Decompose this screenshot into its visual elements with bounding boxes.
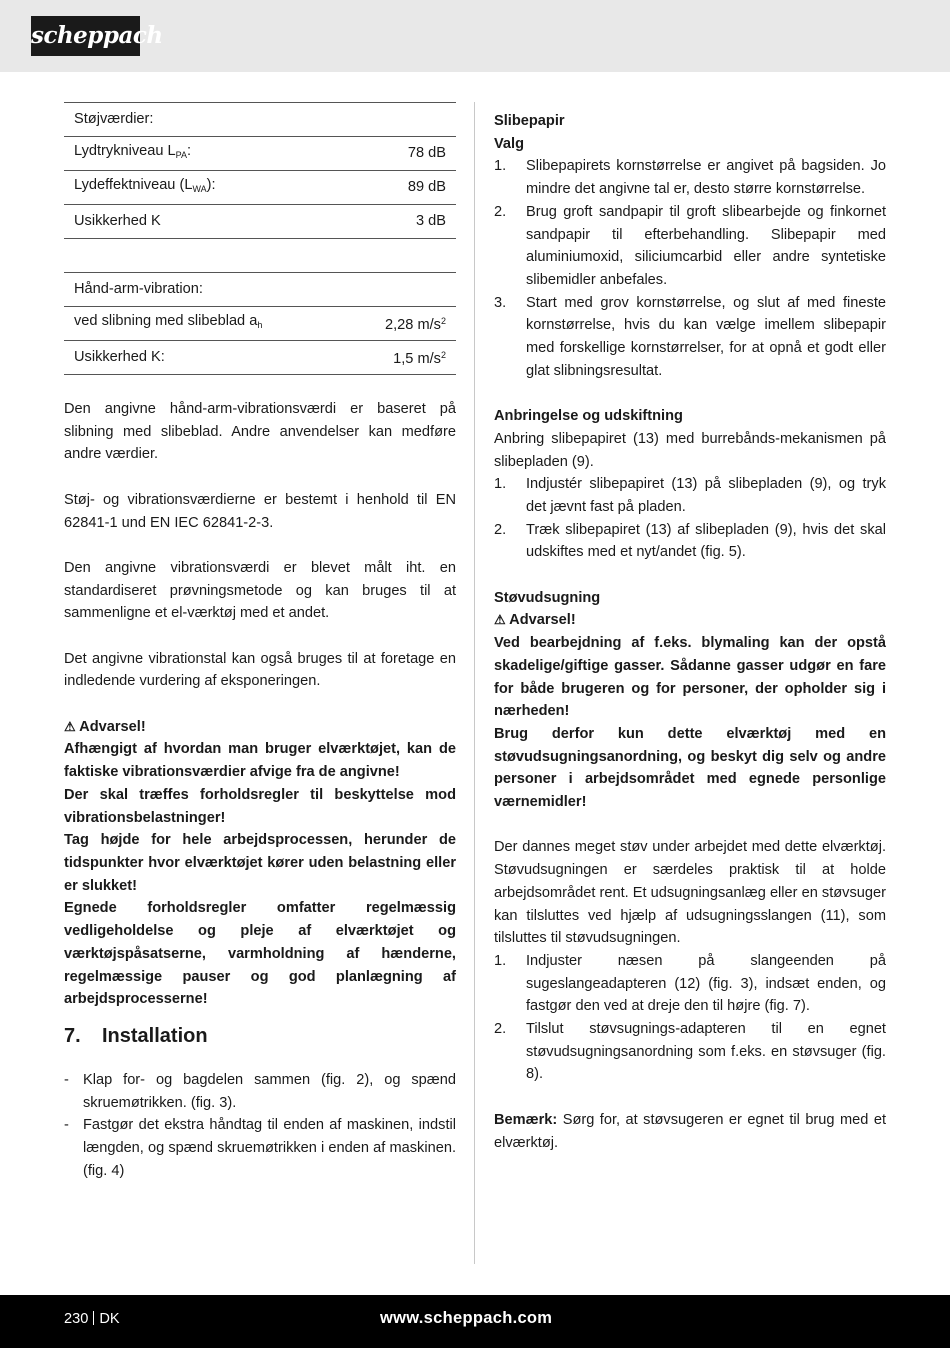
warning-title: Advarsel! [509, 612, 576, 629]
subsection-subheading: Valg [494, 135, 525, 152]
note-text: Sørg for, at støvsugeren er egnet til brug med et elværktøj. [494, 1111, 886, 1151]
list-item: - Klap for- og bagdelen sammen (fig. 2), og spænd skruemøtrikken. (fig. 3). [64, 1071, 456, 1111]
warning-text: Der skal træffes forholdsregler til beskyttelse mod vibrationsbelastninger! [64, 786, 456, 826]
paragraph: Der dannes meget støv under arbejdet med dette elværktøj. Støvudsugningen er særdeles praktisk til at holde arbejdsområdet rent. Et udsugningsanlæg eller en støvsuger kan tilsluttes ved hjælp af udsugningsslangen (11), som tilsluttes til støvudsugningen. [494, 839, 886, 947]
sandpaper-list [494, 155, 886, 382]
list-item: 2. Tilslut støvsugnings-adapteren til en egnet støvudsugningsanordning som f.eks. en støvsuger (fig. 8). [494, 1021, 886, 1083]
row-value-sup: 2 [440, 350, 446, 361]
row-label: Usikkerhed K [64, 205, 346, 239]
row-label: Lydtrykniveau L [74, 143, 176, 160]
subsection-heading: Anbringelse og udskiftning [494, 408, 683, 425]
warning-heading [64, 716, 456, 739]
paragraph: Det angivne vibrationstal kan også bruges til at foretage en indledende vurdering af eksponeringen. [64, 650, 456, 690]
separator [93, 1311, 94, 1325]
list-item: 1. Indjustér slibepapiret (13) på slibepladen (9), og tryk det jævnt fast på pladen. [494, 476, 886, 515]
language-code: DK [99, 1311, 120, 1327]
warning-text: Ved bearbejdning af f.eks. blymaling kan der opstå skadelige/giftige gasser. Sådanne gasser udgør en fare for både brugeren og for personer, der opholder sig i nærheden! [494, 635, 886, 720]
section-title: Installation [102, 1024, 208, 1047]
list-item: 3. Start med grov kornstørrelse, og slut af med fineste kornstørrelse, hvis du kan vælge imellem slibepapir med forskellige kornstørrelser, for at opnå et godt eller glat slibningsresultat. [494, 294, 886, 379]
section-heading [64, 1011, 456, 1069]
row-value: 3 dB [346, 205, 456, 239]
noise-label: Støjværdier: [64, 103, 456, 137]
table-row [64, 171, 456, 205]
paragraph: Den angivne hånd-arm-vibrationsværdi er baseret på slibning med slibeblad. Andre anvendelser kan medføre andre værdier. [64, 401, 456, 463]
header-bar [0, 0, 950, 72]
row-value: 2,28 m/s [385, 317, 441, 334]
vibration-label: Hånd-arm-vibration: [64, 273, 456, 307]
warning-text: Egnede forholdsregler omfatter regelmæssig vedligeholdelse og pleje af elværktøjet og værktøjspåsatserne, varmholdning af hænderne, regelmæssige pauser og god planlægning af arbejdsprocesserne! [64, 900, 456, 1008]
row-value: 78 dB [346, 137, 456, 171]
page-number [64, 1311, 120, 1327]
table-spacer-row [64, 239, 456, 273]
warning-icon: ⚠ [64, 718, 76, 734]
list-item: 2. Brug groft sandpapir til groft slibearbejde og finkornet sandpapir til efterbehandling. Slibepapir med aluminiumoxid, siliciumcarbid eller andre syntetiske slibemidler anbefales. [494, 203, 886, 288]
subsection-heading: Støvudsugning [494, 589, 601, 606]
attach-list [494, 473, 886, 564]
installation-list [64, 1069, 456, 1183]
table-row [64, 205, 456, 239]
row-label-tail: ): [206, 177, 216, 194]
warning-heading [494, 609, 886, 632]
dust-list [494, 950, 886, 1086]
paragraph: Anbring slibepapiret (13) med burrebånds-mekanismen på slibepladen (9). [494, 430, 886, 470]
list-item: - Fastgør det ekstra håndtag til enden af maskinen, indstil længden, og spænd skruemøtrikken i enden af maskinen. (fig. 4) [64, 1117, 456, 1179]
row-label: Lydeffektniveau (L [74, 177, 193, 194]
row-value-sup: 2 [440, 316, 446, 327]
row-value: 1,5 m/s [393, 351, 441, 368]
brand-logo: scheppach [31, 16, 140, 56]
paragraph: Den angivne vibrationsværdi er blevet målt iht. en standardiseret prøvningsmetode og kan bruges til at sammenligne et el-værktøj med et andet. [64, 559, 456, 622]
list-item: 1. Slibepapirets kornstørrelse er angivet på bagsiden. Jo mindre det angivne tal er, desto større kornstørrelse. [494, 158, 886, 198]
table-row [64, 341, 456, 375]
row-label: ved slibning med slibeblad a [74, 313, 258, 330]
list-item: 2. Træk slibepapiret (13) af slibepladen (9), hvis det skal udskiftes med et nyt/andet (fig. 5). [494, 521, 886, 561]
paragraph: Støj- og vibrationsværdierne er bestemt i henhold til EN 62841-1 und EN IEC 62841-2-3. [64, 491, 456, 531]
warning-title: Advarsel! [79, 718, 146, 735]
left-column [64, 102, 456, 1182]
column-divider [474, 102, 475, 1264]
warning-text: Brug derfor kun dette elværktøj med en støvudsugningsanordning, og beskyt dig selv og andre personer i arbejdsområdet med egnede personlige værnemidler! [494, 725, 886, 811]
website-link[interactable]: www.scheppach.com [380, 1309, 553, 1327]
footer-bar [0, 1295, 950, 1348]
row-label-sub: WA [192, 184, 207, 195]
subsection-heading: Slibepapir [494, 113, 565, 129]
row-label: Usikkerhed K: [64, 341, 346, 375]
row-label-sub: PA [175, 150, 188, 161]
row-label-tail: : [187, 143, 192, 160]
table-row [64, 307, 456, 341]
warning-icon: ⚠ [494, 612, 506, 628]
row-value: 89 dB [346, 171, 456, 205]
right-column [494, 110, 886, 1154]
table-row [64, 137, 456, 171]
warning-text: Afhængigt af hvordan man bruger elværktøjet, kan de faktiske vibrationsværdier afvige fra de angivne! [64, 741, 456, 781]
noise-table [64, 102, 456, 375]
note [494, 1109, 886, 1154]
note-label: Bemærk: [494, 1111, 558, 1128]
page-number-value: 230 [64, 1311, 89, 1327]
list-item: 1. Indjuster næsen på slangeenden på sugeslangeadapteren (12) (fig. 3), indsæt enden, og fastgør den ved at dreje den til højre (fig. 7). [494, 952, 886, 1015]
section-number: 7. [64, 1024, 81, 1047]
row-label-sub: h [257, 320, 263, 331]
warning-text: Tag højde for hele arbejdsprocessen, herunder de tidspunkter hvor elværktøjet kører uden belastning eller er slukket! [64, 832, 456, 894]
